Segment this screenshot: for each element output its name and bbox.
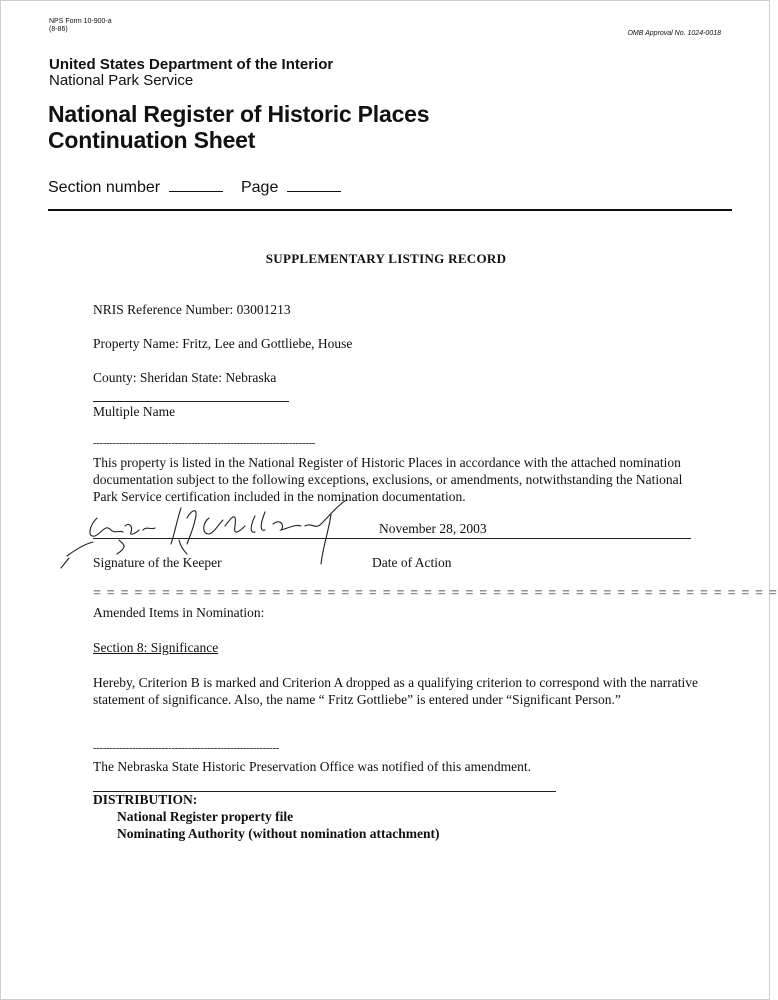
equals-separator: = = = = = = = = = = = = = = = = = = = = = = = = = = = = = = = = = = = = = = = = = = = = = = = = = =: [93, 586, 778, 601]
shpo-notice: The Nebraska State Historic Preservation Office was notified of this amendment.: [93, 759, 531, 774]
date-of-action-value: November 28, 2003: [379, 521, 487, 536]
date-of-action-label: Date of Action: [372, 555, 452, 570]
signature-rule: [93, 538, 691, 539]
page-label: Page: [240, 179, 279, 196]
amendment-statement: Hereby, Criterion B is marked and Criterion A dropped as a qualifying criterion to correspond with the narrative statement of significance. Also, the name “ Fritz Gottliebe” is entered under “Significant Person.”: [93, 675, 698, 707]
section-number-label: Section number: [48, 179, 161, 196]
property-name: Property Name: Fritz, Lee and Gottliebe, House: [93, 336, 353, 351]
distribution-item: National Register property file: [117, 809, 294, 824]
section-number-blank: [169, 179, 223, 192]
register-title: National Register of Historic Places: [48, 101, 430, 127]
header-rule: [48, 209, 732, 211]
record-heading: SUPPLEMENTARY LISTING RECORD: [265, 251, 507, 266]
distribution-label: DISTRIBUTION:: [93, 792, 198, 807]
signature-label: Signature of the Keeper: [93, 555, 222, 570]
listing-statement: This property is listed in the National Register of Historic Places in accordance with the attached nomination documentation subject to the following exceptions, exclusions, or amendments, notwithstanding the National Park Service certification included in the nomination documentation.: [93, 455, 683, 504]
dashed-separator: --------------------------------------------------------------------: [93, 437, 315, 449]
amended-section: Section 8: Significance: [93, 640, 219, 655]
county-state: County: Sheridan State: Nebraska: [93, 370, 277, 385]
distribution-item: Nominating Authority (without nomination attachment): [117, 826, 440, 841]
department-name: United States Department of the Interior: [49, 56, 334, 73]
section-page-line: [48, 179, 341, 197]
amended-items-label: Amended Items in Nomination:: [93, 605, 265, 620]
form-date: (8-86): [49, 26, 68, 33]
continuation-sheet-title: Continuation Sheet: [48, 127, 256, 153]
form-number: NPS Form 10-900-a: [49, 18, 112, 25]
dashed-separator-2: ---------------------------------------------------------: [93, 742, 279, 754]
multiple-name-rule: [93, 401, 289, 402]
agency-name: National Park Service: [49, 72, 194, 89]
form-identifier: [49, 18, 112, 34]
omb-approval: OMB Approval No. 1024-0018: [627, 30, 721, 37]
page-number-blank: [287, 179, 341, 192]
multiple-name-label: Multiple Name: [93, 404, 176, 419]
nris-reference: NRIS Reference Number: 03001213: [93, 302, 291, 317]
